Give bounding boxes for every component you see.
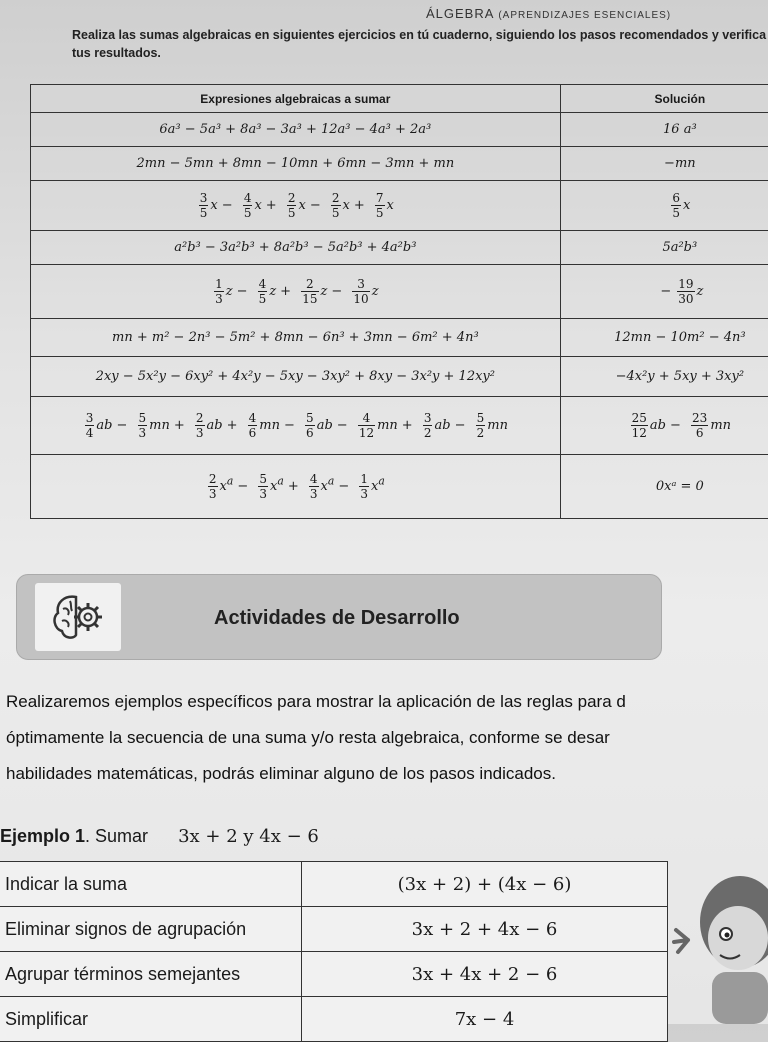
fraction: $\frac{4}{3}$ bbox=[309, 472, 319, 501]
table-row bbox=[31, 231, 768, 265]
step-label: Eliminar signos de agrupación bbox=[0, 907, 302, 952]
table-row bbox=[0, 907, 668, 952]
solution-cell: 12mn − 10m² − 4n³ bbox=[560, 319, 768, 357]
exercise-table bbox=[30, 84, 768, 519]
page-header bbox=[426, 6, 671, 21]
table-header-row bbox=[31, 85, 768, 113]
fraction: $\frac{19}{30}$ bbox=[677, 277, 694, 306]
solution-cell: $\frac{25}{12}$ ab − $\frac{23}{6}$ mn bbox=[560, 397, 768, 455]
fraction: $\frac{5}{2}$ bbox=[476, 411, 486, 440]
fraction: $\frac{2}{3}$ bbox=[195, 411, 205, 440]
step-value: 7x − 4 bbox=[302, 997, 668, 1042]
header-subtitle: (APRENDIZAJES ESENCIALES) bbox=[498, 10, 671, 21]
expression-cell: $\frac{1}{3}$ z − $\frac{4}{5}$ z + $\frac{2}{15}$ z − $\frac{3}{10}$ z bbox=[31, 265, 561, 319]
expression-cell: a²b³ − 3a²b³ + 8a²b³ − 5a²b³ + 4a²b³ bbox=[31, 231, 561, 265]
solution-cell: 5a²b³ bbox=[560, 231, 768, 265]
example-label: Ejemplo 1 bbox=[0, 826, 85, 846]
fraction: $\frac{4}{5}$ bbox=[243, 191, 253, 220]
body-paragraph bbox=[6, 684, 768, 792]
banner-title: Actividades de Desarrollo bbox=[214, 607, 460, 630]
fraction: $\frac{5}{3}$ bbox=[258, 472, 268, 501]
step-value: (3x + 2) + (4x − 6) bbox=[302, 862, 668, 907]
fraction: $\frac{7}{5}$ bbox=[375, 191, 385, 220]
solution-cell: −4x²y + 5xy + 3xy² bbox=[560, 357, 768, 397]
solution-cell: 16 a³ bbox=[560, 113, 768, 147]
expression-cell: mn + m² − 2n³ − 5m² + 8mn − 6n³ + 3mn − 6m² + 4n³ bbox=[31, 319, 561, 357]
step-label: Simplificar bbox=[0, 997, 302, 1042]
fraction: $\frac{6}{5}$ bbox=[671, 191, 681, 220]
table-row bbox=[31, 181, 768, 231]
table-row bbox=[31, 113, 768, 147]
fraction: $\frac{5}{6}$ bbox=[305, 411, 315, 440]
example-math: 3x + 2 y 4x − 6 bbox=[178, 826, 319, 847]
fraction: $\frac{2}{5}$ bbox=[287, 191, 297, 220]
expression-cell: $\frac{3}{5}$ x − $\frac{4}{5}$ x + $\frac{2}{5}$ x − $\frac{2}{5}$ x + $\frac{7}{5}$ x bbox=[31, 181, 561, 231]
expr-header: Expresiones algebraicas a sumar bbox=[31, 85, 561, 113]
paragraph-line: Realizaremos ejemplos específicos para mostrar la aplicación de las reglas para d bbox=[6, 684, 768, 720]
fraction: $\frac{23}{6}$ bbox=[691, 411, 708, 440]
step-value: 3x + 2 + 4x − 6 bbox=[302, 907, 668, 952]
fraction: $\frac{1}{3}$ bbox=[214, 277, 224, 306]
step-value: 3x + 4x + 2 − 6 bbox=[302, 952, 668, 997]
solution-cell: 0xᵃ = 0 bbox=[560, 455, 768, 519]
solution-cell: $\frac{6}{5}$ x bbox=[560, 181, 768, 231]
paragraph-line: habilidades matemáticas, podrás eliminar alguno de los pasos indicados. bbox=[6, 756, 768, 792]
table-row bbox=[31, 455, 768, 519]
table-row bbox=[0, 952, 668, 997]
table-row bbox=[31, 147, 768, 181]
fraction: $\frac{2}{3}$ bbox=[208, 472, 218, 501]
fraction: $\frac{5}{3}$ bbox=[138, 411, 148, 440]
fraction: $\frac{4}{5}$ bbox=[258, 277, 268, 306]
table-row bbox=[31, 265, 768, 319]
sol-header: Solución bbox=[560, 85, 768, 113]
instructions-text: Realiza las sumas algebraicas en siguientes ejercicios en tú cuaderno, siguiendo los pasos recomendados y verifica tus resultados. bbox=[72, 26, 768, 62]
expression-cell: $\frac{3}{4}$ ab − $\frac{5}{3}$ mn + $\frac{2}{3}$ ab + $\frac{4}{6}$ mn − $\frac{5}{6}$ ab − $\frac{4}{12}$ mn + $\frac{3}{2}$ ab − $\frac{5}{2}$ mn bbox=[31, 397, 561, 455]
table-row bbox=[31, 357, 768, 397]
fraction: $\frac{3}{10}$ bbox=[352, 277, 369, 306]
table-row bbox=[0, 862, 668, 907]
fraction: $\frac{4}{6}$ bbox=[248, 411, 258, 440]
example-heading bbox=[0, 826, 319, 847]
steps-table bbox=[0, 861, 668, 1042]
step-label: Agrupar términos semejantes bbox=[0, 952, 302, 997]
paragraph-line: óptimamente la secuencia de una suma y/o resta algebraica, conforme se desar bbox=[6, 720, 768, 756]
fraction: $\frac{2}{15}$ bbox=[301, 277, 318, 306]
mascot-illustration-icon bbox=[668, 860, 768, 1024]
table-row bbox=[31, 397, 768, 455]
expression-cell: 2xy − 5x²y − 6xy² + 4x²y − 5xy − 3xy² + 8xy − 3x²y + 12xy² bbox=[31, 357, 561, 397]
solution-cell: − $\frac{19}{30}$ z bbox=[560, 265, 768, 319]
fraction: $\frac{3}{4}$ bbox=[85, 411, 95, 440]
expression-cell: 2mn − 5mn + 8mn − 10mn + 6mn − 3mn + mn bbox=[31, 147, 561, 181]
step-label: Indicar la suma bbox=[0, 862, 302, 907]
solution-cell: −mn bbox=[560, 147, 768, 181]
fraction: $\frac{3}{5}$ bbox=[199, 191, 209, 220]
table-row bbox=[31, 319, 768, 357]
example-text: . Sumar bbox=[85, 826, 148, 846]
fraction: $\frac{2}{5}$ bbox=[331, 191, 341, 220]
fraction: $\frac{3}{2}$ bbox=[423, 411, 433, 440]
section-banner bbox=[16, 574, 662, 660]
fraction: $\frac{1}{3}$ bbox=[359, 472, 369, 501]
header-title: ÁLGEBRA bbox=[426, 6, 494, 21]
expression-cell: 6a³ − 5a³ + 8a³ − 3a³ + 12a³ − 4a³ + 2a³ bbox=[31, 113, 561, 147]
brain-gear-icon bbox=[35, 583, 121, 651]
expression-cell: $\frac{2}{3}$ $x^a$ − $\frac{5}{3}$ $x^a$ + $\frac{4}{3}$ $x^a$ − $\frac{1}{3}$ $x^a$ bbox=[31, 455, 561, 519]
table-row bbox=[0, 997, 668, 1042]
fraction: $\frac{25}{12}$ bbox=[631, 411, 648, 440]
fraction: $\frac{4}{12}$ bbox=[358, 411, 375, 440]
